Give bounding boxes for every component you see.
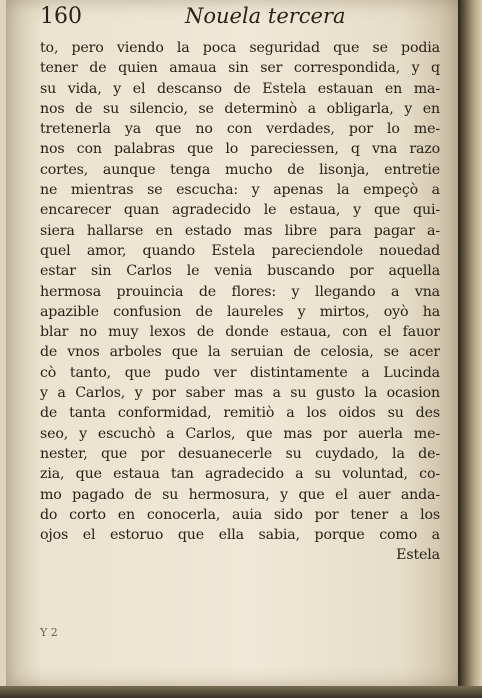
text-line: apazible confusion de laureles y mirtos, oyò ha: [40, 303, 440, 320]
book-gutter: [458, 0, 482, 698]
page-number: 160: [40, 4, 82, 29]
text-line: de tanta conformidad, remitiò a los oidos su des: [40, 405, 440, 422]
text-line: y a Carlos, y por saber mas a su gusto la ocasion: [40, 385, 440, 402]
text-line: hermosa prouincia de flores: y llegando a vna: [40, 283, 440, 300]
text-line: do corto en conocerla, auia sido por tener a los: [40, 506, 440, 523]
text-line: tener de quien amaua sin ser correspondida, y q: [40, 60, 440, 77]
text-line: nos con palabras que lo pareciessen, q vna razo: [40, 141, 440, 158]
text-line: cortes, aunque tenga mucho de lisonja, entretie: [40, 161, 440, 178]
catchword: Estela: [396, 547, 440, 564]
text-line: seo, y escuchò a Carlos, que mas por auerla me-: [40, 425, 440, 442]
text-line: zia, que estaua tan agradecido a su voluntad, co-: [40, 466, 440, 483]
text-line: ne mientras se escucha: y apenas la empeçò a: [40, 182, 440, 199]
text-line: quel amor, quando Estela pareciendole nouedad: [40, 242, 440, 259]
text-line: blar no muy lexos de donde estaua, con el fauor: [40, 324, 440, 341]
text-line: ojos el estoruo que ella sabia, porque como a: [40, 527, 440, 544]
text-line: su vida, y el descanso de Estela estauan en ma-: [40, 80, 440, 97]
text-line: siera hallarse en estado mas libre para pagar a-: [40, 222, 440, 239]
text-line: mo pagado de su hermosura, y que el auer anda-: [40, 486, 440, 503]
text-line: estar sin Carlos le venia buscando por aquella: [40, 263, 440, 280]
text-line: to, pero viendo la poca seguridad que se podia: [40, 40, 440, 56]
page-bottom-edge: [0, 686, 482, 698]
signature-mark: Y 2: [40, 626, 58, 639]
text-line: tretenerla ya que no con verdades, por lo me-: [40, 121, 440, 138]
text-line: cò tanto, que pudo ver distintamente a Lucinda: [40, 364, 440, 381]
running-head: Nouela tercera: [185, 4, 346, 28]
text-line: encarecer quan agradecido le estaua, y que qui-: [40, 202, 440, 219]
text-line: nester, que por desuanecerle su cuydado, la de-: [40, 445, 440, 462]
page-header: [40, 4, 440, 34]
text-line: nos de su silencio, se determinò a obligarla, y en: [40, 100, 440, 117]
text-line: de vnos arboles que la seruian de celosia, se acer: [40, 344, 440, 361]
body-text: [40, 38, 440, 566]
